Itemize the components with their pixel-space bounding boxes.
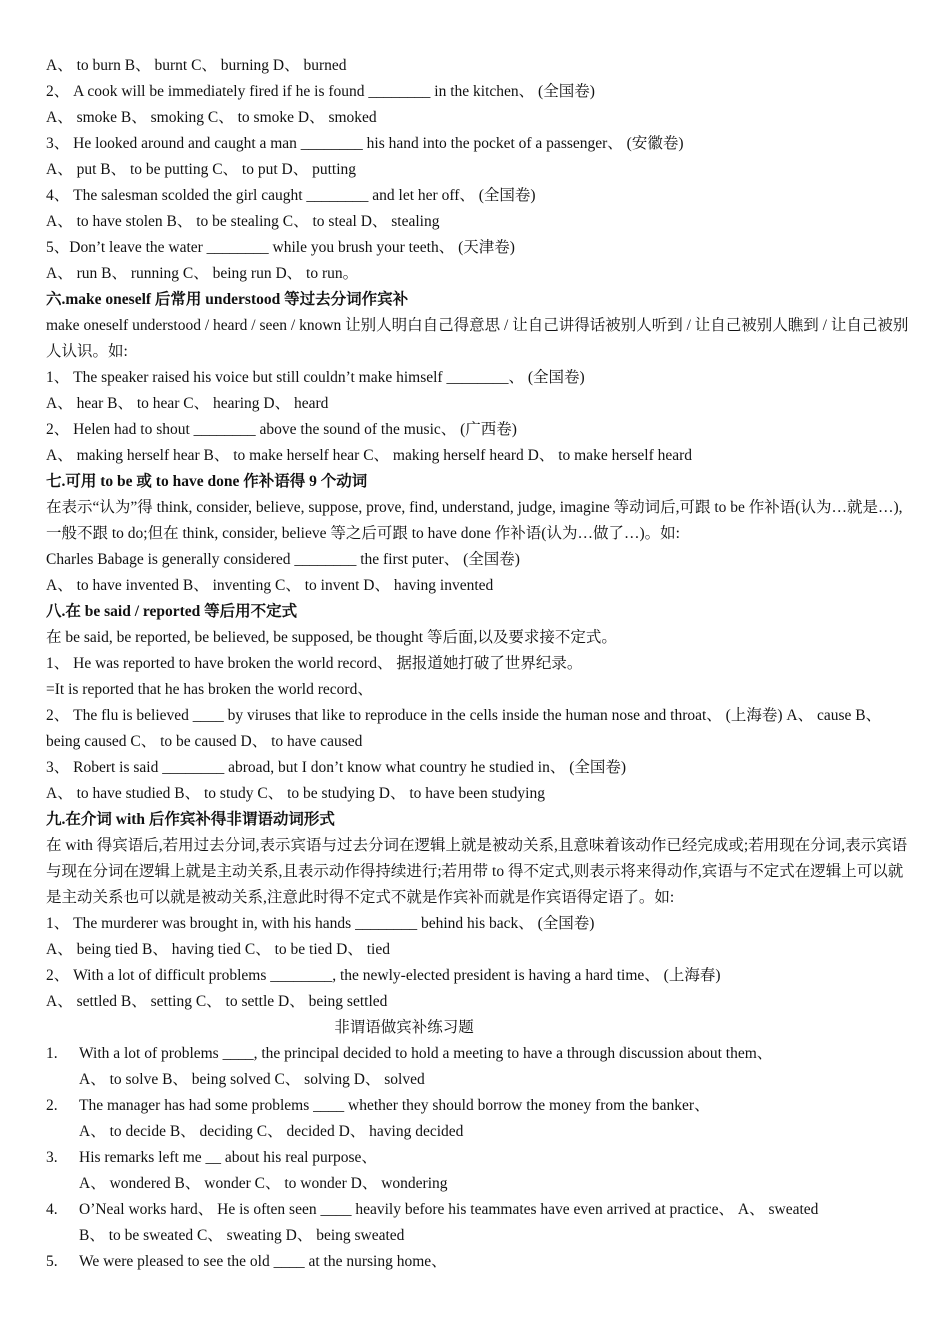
text-line: A、 put B、 to be putting C、 to put D、 putting bbox=[46, 161, 357, 178]
paragraph: 2、 The flu is believed ____ by viruses that like to reproduce in the cells inside the human nose and throat、 (上海卷) A、 cause B、 being caused C、 to be caused D、 to have caused bbox=[46, 707, 882, 750]
document-body bbox=[46, 53, 912, 1041]
answer-options: B、 to be sweated C、 sweating D、 being sweated bbox=[79, 1227, 405, 1244]
exercise-title: 非谓语做宾补练习题 bbox=[334, 1019, 474, 1036]
text-line: 2、 Helen had to shout ________ above the sound of the music、 (广西卷) bbox=[46, 421, 517, 438]
answer-options: A、 to decide B、 deciding C、 decided D、 having decided bbox=[79, 1123, 464, 1140]
text-line: 3、 He looked around and caught a man ________ his hand into the pocket of a passenger、 (安徽卷) bbox=[46, 135, 684, 152]
question-text: The manager has had some problems ____ whether they should borrow the money from the banker、 bbox=[79, 1097, 710, 1114]
section-heading: 七.可用 to be 或 to have done 作补语得 9 个动词 bbox=[46, 473, 368, 490]
paragraph: 在 with 得宾语后,若用过去分词,表示宾语与过去分词在逻辑上就是被动关系,且意味着该动作已经完成或;若用现在分词,表示宾语与现在分词在逻辑上就是主动关系,且表示动作得持续进行;若用带 to 得不定式,则表示将来得动作,宾语与不定式在逻辑上可以就是主动关系也可以就是被动关系,注意此时得不定式不就是作宾补而就是作宾语得定语了。如: bbox=[46, 837, 908, 906]
exercise-question bbox=[46, 1249, 912, 1275]
text-line: 3、 Robert is said ________ abroad, but I don’t know what country he studied in、 (全国卷) bbox=[46, 759, 627, 776]
answer-options: A、 to solve B、 being solved C、 solving D、 solved bbox=[79, 1071, 425, 1088]
text-line: A、 being tied B、 having tied C、 to be tied D、 tied bbox=[46, 941, 390, 958]
exercise-question bbox=[46, 1093, 912, 1119]
exercise-question bbox=[46, 1041, 912, 1067]
question-number: 1. bbox=[46, 1045, 58, 1062]
question-number: 5. bbox=[46, 1253, 58, 1270]
text-line: A、 to have invented B、 inventing C、 to invent D、 having invented bbox=[46, 577, 494, 594]
question-text: With a lot of problems ____, the principal decided to hold a meeting to have a through discussion about them、 bbox=[79, 1045, 773, 1062]
text-line: 2、 With a lot of difficult problems ________, the newly-elected president is having a hard time、 (上海春) bbox=[46, 967, 721, 984]
text-line: A、 smoke B、 smoking C、 to smoke D、 smoked bbox=[46, 109, 377, 126]
section-heading: 六.make oneself 后常用 understood 等过去分词作宾补 bbox=[46, 291, 409, 308]
question-number: 3. bbox=[46, 1149, 58, 1166]
text-line: A、 settled B、 setting C、 to settle D、 being settled bbox=[46, 993, 388, 1010]
text-line: A、 hear B、 to hear C、 hearing D、 heard bbox=[46, 395, 329, 412]
section-heading: 九.在介词 with 后作宾补得非谓语动词形式 bbox=[46, 811, 335, 828]
question-text: We were pleased to see the old ____ at the nursing home、 bbox=[79, 1253, 447, 1270]
question-text: O’Neal works hard、 He is often seen ____ heavily before his teammates have even arrived at practice、 A、 sweated bbox=[79, 1201, 819, 1218]
text-line: A、 to burn B、 burnt C、 burning D、 burned bbox=[46, 57, 347, 74]
text-line: 1、 He was reported to have broken the world record、 据报道她打破了世界纪录。 bbox=[46, 655, 583, 672]
text-line: A、 to have studied B、 to study C、 to be studying D、 to have been studying bbox=[46, 785, 545, 802]
exercise-question bbox=[46, 1145, 912, 1171]
text-line: 在 be said, be reported, be believed, be supposed, be thought 等后面,以及要求接不定式。 bbox=[46, 629, 617, 646]
text-line: 1、 The murderer was brought in, with his hands ________ behind his back、 (全国卷) bbox=[46, 915, 595, 932]
text-line: A、 making herself hear B、 to make herself hear C、 making herself heard D、 to make herself heard bbox=[46, 447, 693, 464]
exercise-list bbox=[46, 1041, 912, 1275]
question-text: His remarks left me __ about his real purpose、 bbox=[79, 1149, 377, 1166]
text-line: Charles Babage is generally considered ________ the first puter、 (全国卷) bbox=[46, 551, 520, 568]
paragraph: 在表示“认为”得 think, consider, believe, suppose, prove, find, understand, judge, imagine 等动词后,可跟 to be 作补语(认为…就是…),一般不跟 to do;但在 think, consider, believe 等之后可跟 to have done 作补语(认为…做了…)。如: bbox=[46, 499, 903, 542]
text-line: A、 to have stolen B、 to be stealing C、 to steal D、 stealing bbox=[46, 213, 440, 230]
text-line: 1、 The speaker raised his voice but still couldn’t make himself ________、 (全国卷) bbox=[46, 369, 585, 386]
question-number: 2. bbox=[46, 1097, 58, 1114]
answer-options: A、 wondered B、 wonder C、 to wonder D、 wondering bbox=[79, 1175, 448, 1192]
question-number: 4. bbox=[46, 1201, 58, 1218]
text-line: 5、Don’t leave the water ________ while you brush your teeth、 (天津卷) bbox=[46, 239, 515, 256]
text-line: A、 run B、 running C、 being run D、 to run。 bbox=[46, 265, 359, 282]
section-heading: 八.在 be said / reported 等后用不定式 bbox=[46, 603, 298, 620]
document-page bbox=[46, 53, 912, 1275]
paragraph: make oneself understood / heard / seen / known 让别人明白自己得意思 / 让自己讲得话被别人听到 / 让自己被别人瞧到 / 让自己被别人认识。如: bbox=[46, 317, 909, 360]
exercise-question bbox=[46, 1197, 912, 1223]
text-line: 2、 A cook will be immediately fired if he is found ________ in the kitchen、 (全国卷) bbox=[46, 83, 595, 100]
text-line: =It is reported that he has broken the world record、 bbox=[46, 681, 373, 698]
text-line: 4、 The salesman scolded the girl caught ________ and let her off、 (全国卷) bbox=[46, 187, 536, 204]
